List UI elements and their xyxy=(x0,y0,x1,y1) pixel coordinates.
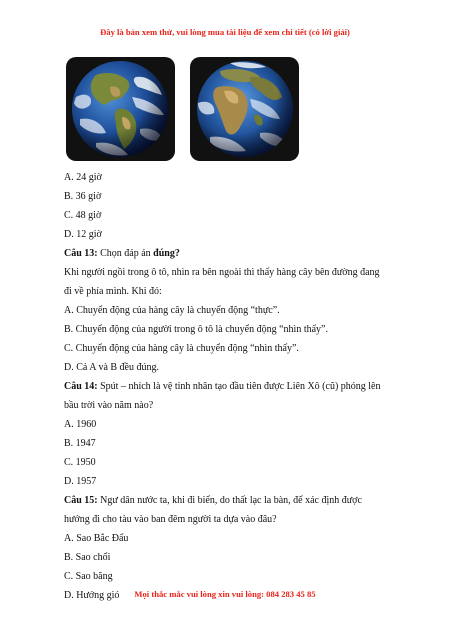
question-number: Câu 15: xyxy=(64,495,98,506)
earth-globe-africa-image xyxy=(190,57,299,161)
answer-option[interactable]: B. 36 giờ xyxy=(64,191,102,202)
question-13-body: Khi người ngồi trong ô tô, nhìn ra bên ngoài thì thấy hàng cây bên đường đang xyxy=(64,267,380,278)
contact-footer-banner: Mọi thắc mắc vui lòng xin vui lòng: 084 283 45 85 xyxy=(134,589,316,599)
answer-option[interactable]: C. Chuyển động của hàng cây là chuyển động “nhìn thấy”. xyxy=(64,343,299,354)
question-14-body: bầu trời vào năm nào? xyxy=(64,400,154,411)
question-emphasis: đúng? xyxy=(153,248,180,259)
answer-option[interactable]: C. 1950 xyxy=(64,457,96,468)
answer-option[interactable]: D. Cả A và B đều đúng. xyxy=(64,362,159,373)
answer-option[interactable]: B. 1947 xyxy=(64,438,96,449)
answer-option[interactable]: A. Chuyển động của hàng cây là chuyển động “thực”. xyxy=(64,305,280,316)
earth-globe-americas-image xyxy=(66,57,175,161)
question-14-heading xyxy=(64,377,394,396)
earth-images xyxy=(66,57,296,161)
question-text: Chọn đáp án xyxy=(97,248,154,259)
question-13-heading xyxy=(64,244,394,263)
question-15-heading xyxy=(64,491,394,510)
earth-globe-icon xyxy=(66,57,175,161)
answer-option[interactable]: B. Chuyển động của người trong ô tô là chuyển động “nhìn thấy”. xyxy=(64,324,328,335)
answer-option[interactable]: A. Sao Bắc Đẩu xyxy=(64,533,129,544)
answer-option[interactable]: A. 24 giờ xyxy=(64,172,102,183)
preview-notice-banner: Đây là bản xem thử, vui lòng mua tài liệu để xem chi tiết (có lời giải) xyxy=(100,27,350,37)
answer-option[interactable]: D. Hướng gió xyxy=(64,590,120,601)
answer-option[interactable]: C. Sao băng xyxy=(64,571,113,582)
question-number: Câu 13: xyxy=(64,248,98,259)
question-13-body: đi về phía mình. Khi đó: xyxy=(64,286,162,297)
answer-option[interactable]: D. 1957 xyxy=(64,476,97,487)
earth-globe-icon xyxy=(190,57,299,161)
question-text: Ngư dân nước ta, khi đi biển, do thất lạc la bàn, để xác định được xyxy=(97,495,362,506)
answer-option[interactable]: B. Sao chổi xyxy=(64,552,111,563)
question-number: Câu 14: xyxy=(64,381,98,392)
answer-option[interactable]: D. 12 giờ xyxy=(64,229,102,240)
question-content xyxy=(64,168,394,605)
answer-option[interactable]: A. 1960 xyxy=(64,419,97,430)
question-15-body: hướng đi cho tàu vào ban đêm người ta dựa vào đâu? xyxy=(64,514,277,525)
question-text: Spút – nhích là vệ tinh nhân tạo đầu tiên được Liên Xô (cũ) phóng lên xyxy=(97,381,381,392)
answer-option[interactable]: C. 48 giờ xyxy=(64,210,102,221)
